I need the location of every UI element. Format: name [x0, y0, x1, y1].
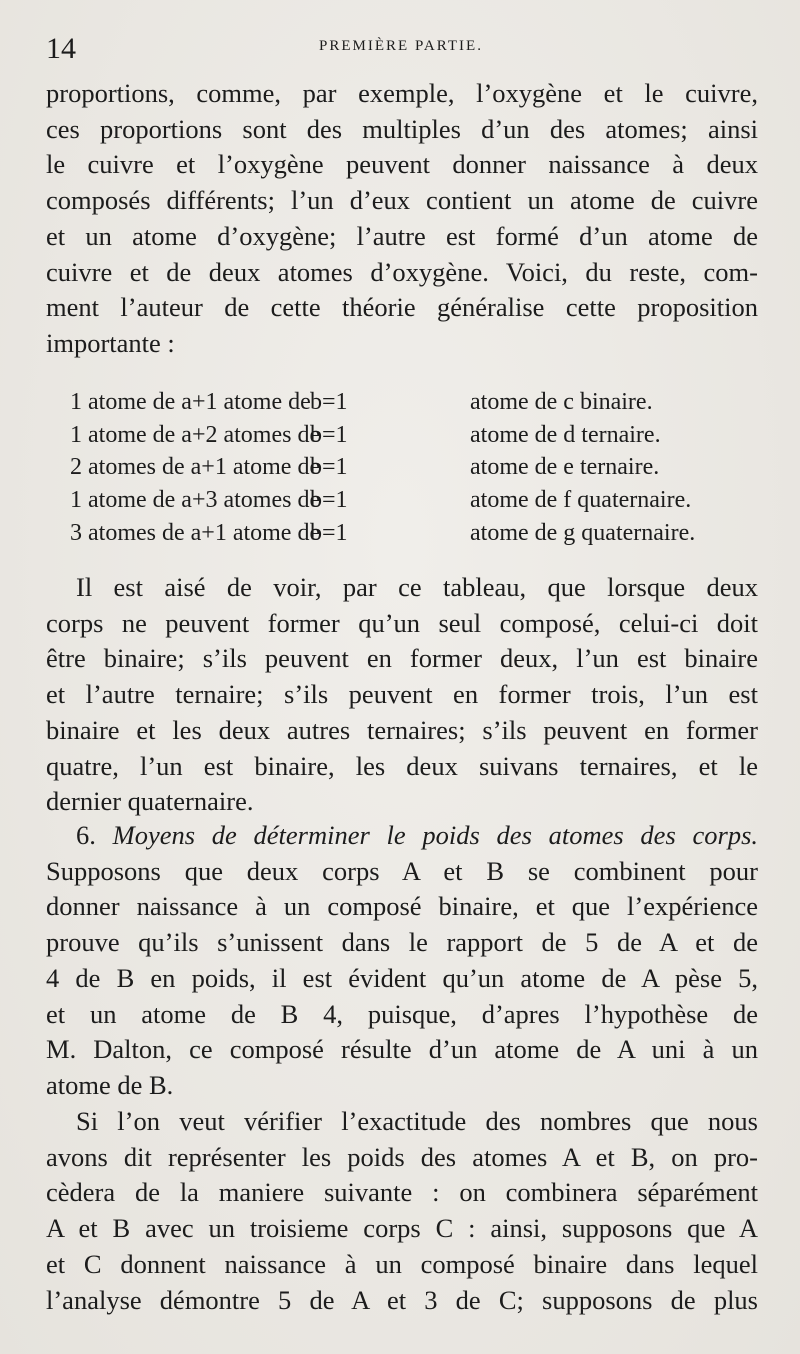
table-cell-mid: b=1: [310, 421, 348, 448]
paragraph-2: [46, 570, 758, 820]
text-line: le cuivre et l’oxygène peuvent donner naissance à deux: [46, 149, 758, 180]
table-row: [70, 419, 760, 452]
table-cell-left: 2 atomes de a+1 atome de: [70, 454, 321, 481]
text-line: 4 de B en poids, il est évident qu’un atome de A pèse 5,: [46, 962, 758, 993]
text-line: et l’autre ternaire; s’ils peuvent en former trois, l’un est: [46, 679, 758, 710]
combination-table: [70, 386, 760, 550]
text-line: avons dit représenter les poids des atomes A et B, on pro-: [46, 1141, 758, 1172]
text-line: binaire et les deux autres ternaires; s’ils peuvent en former: [46, 714, 758, 745]
table-cell-right: atome de c binaire.: [470, 389, 653, 415]
table-row: [70, 484, 760, 517]
table-cell-left: 1 atome de a+2 atomes de: [70, 421, 321, 448]
text-line: dernier quaternaire.: [46, 786, 254, 817]
paragraph-1: [46, 76, 758, 362]
text-line: prouve qu’ils s’unissent dans le rapport de 5 de A et de: [46, 927, 758, 958]
table-row: [70, 386, 760, 419]
table-cell-mid: b=1: [310, 487, 348, 514]
page-header: [46, 32, 756, 66]
text-line: ment l’auteur de cette théorie généralise cette proposition: [46, 292, 758, 323]
table-cell-mid: b=1: [310, 519, 348, 546]
table-cell-right: atome de f quaternaire.: [470, 487, 692, 514]
section-heading: Moyens de déterminer le poids des atomes des corps.: [112, 820, 759, 850]
text-line: et C donnent naissance à un composé binaire dans lequel: [46, 1248, 758, 1279]
text-line: et un atome de B 4, puisque, d’apres l’hypothèse de: [46, 998, 758, 1029]
section-heading-line: [46, 818, 758, 854]
table-cell-mid: b=1: [310, 454, 348, 481]
text-line: Il est aisé de voir, par ce tableau, que lorsque deux: [76, 572, 758, 602]
text-line: corps ne peuvent former qu’un seul composé, celui-ci doit: [46, 607, 758, 638]
table-cell-mid: b=1: [310, 389, 348, 415]
text-line: cuivre et de deux atomes d’oxygène. Voici, du reste, com-: [46, 256, 758, 287]
text-line: importante :: [46, 327, 175, 358]
text-line: atome de B.: [46, 1069, 174, 1100]
text-line: Si l’on veut vérifier l’exactitude des nombres que nous: [76, 1106, 758, 1136]
section-number: 6.: [76, 820, 96, 850]
text-line: et un atome d’oxygène; l’autre est formé d’un atome de: [46, 220, 758, 251]
text-line: M. Dalton, ce composé résulte d’un atome de A uni à un: [46, 1034, 758, 1065]
text-line: A et B avec un troisieme corps C : ainsi, supposons que A: [46, 1213, 758, 1244]
paragraph-4: [46, 1104, 758, 1318]
section-6: [46, 818, 758, 1104]
text-line: cèdera de la maniere suivante : on combinera séparément: [46, 1177, 758, 1208]
table-cell-left: 1 atome de a+3 atomes de: [70, 487, 321, 514]
page-number: 14: [46, 32, 76, 65]
text-line: composés différents; l’un d’eux contient un atome de cuivre: [46, 185, 758, 216]
table-cell-left: 3 atomes de a+1 atome de: [70, 519, 321, 546]
table-row: [70, 517, 760, 550]
text-line: être binaire; s’ils peuvent en former deux, l’un est binaire: [46, 643, 758, 674]
text-line: l’analyse démontre 5 de A et 3 de C; supposons de plus: [46, 1284, 758, 1315]
text-line: quatre, l’un est binaire, les deux suivans ternaires, et le: [46, 750, 758, 781]
table-row: [70, 451, 760, 484]
table-cell-right: atome de d ternaire.: [470, 421, 661, 448]
text-line: donner naissance à un composé binaire, et que l’expérience: [46, 891, 758, 922]
table-cell-right: atome de g quaternaire.: [470, 519, 696, 546]
table-cell-right: atome de e ternaire.: [470, 454, 660, 481]
text-line: proportions, comme, par exemple, l’oxygène et le cuivre,: [46, 78, 758, 108]
table-cell-left: 1 atome de a+1 atome de: [70, 389, 311, 415]
running-title: PREMIÈRE PARTIE.: [319, 38, 483, 54]
text-line: ces proportions sont des multiples d’un des atomes; ainsi: [46, 113, 758, 144]
text-line: Supposons que deux corps A et B se combinent pour: [46, 855, 758, 886]
